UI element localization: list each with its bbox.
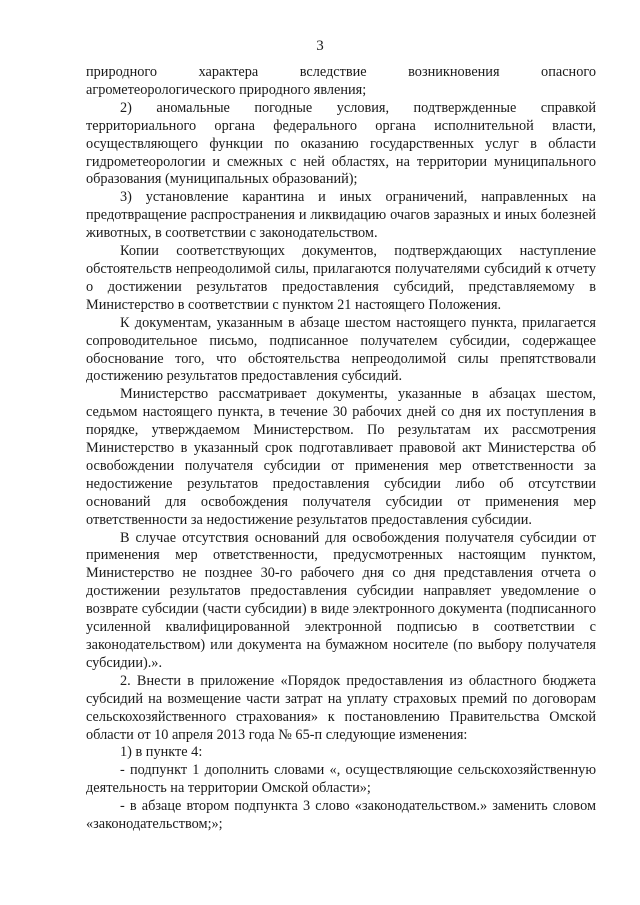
paragraph-subclause-3: - в абзаце втором подпункта 3 слово «законодательством.» заменить словом «законодательством;»; [86,798,596,833]
paragraph-amendment-2: 2. Внести в приложение «Порядок предоставления из областного бюджета субсидий на возмещение части затрат на уплату страховых премий по договорам сельскохозяйственного страхования» к постановлению Правительства Омской области от 10 апреля 2013 года № 65-п следующие изменения: [86,672,596,743]
document-body [86,64,596,834]
paragraph-subclause-1: - подпункт 1 дополнить словами «, осуществляющие сельскохозяйственную деятельность на территории Омской области»; [86,762,596,797]
paragraph-item-2: 2) аномальные погодные условия, подтвержденные справкой территориального органа федерального органа исполнительной власти, осуществляющего функции по оказанию государственных услуг в области гидрометеорологии и смежных с ней областях, на территории муниципального образования (муниципальных образований); [86,99,596,188]
paragraph-continuation: природного характера вследствие возникновения опасного агрометеорологического природного явления; [86,64,596,98]
paragraph-no-grounds: В случае отсутствия оснований для освобождения получателя субсидии от применения мер ответственности, предусмотренных настоящим пунктом, Министерство не позднее 30-го рабочего дня со дня представления отчета о достижении результатов предоставления субсидии направляет уведомление о возврате субсидии (части субсидии) в виде электронного документа (подписанного усиленной квалифицированной электронной подписью в соответствии с законодательством) или документа на бумажном носителе (по выбору получателя субсидии).». [86,529,596,671]
paragraph-ministry-review: Министерство рассматривает документы, указанные в абзацах шестом, седьмом настоящего пункта, в течение 30 рабочих дней со дня их поступления в порядке, утверждаемом Министерством. По результатам их рассмотрения Министерство в указанный срок подготавливает правовой акт Министерства об освобождении получателя субсидии от применения мер ответственности за недостижение результатов предоставления субсидии либо об отсутствии оснований для освобождения получателя субсидии от применения мер ответственности за недостижение результатов предоставления субсидии. [86,386,596,528]
paragraph-clause-4: 1) в пункте 4: [120,744,203,761]
paragraph-copies: Копии соответствующих документов, подтверждающих наступление обстоятельств непреодолимой силы, прилагаются получателями субсидий к отчету о достижении результатов предоставления субсидий, представляемому в Министерство в соответствии с пунктом 21 настоящего Положения. [86,243,596,313]
paragraph-documents: К документам, указанным в абзаце шестом настоящего пункта, прилагается сопроводительное письмо, подписанное получателем субсидии, содержащее обоснование того, что обстоятельства непреодолимой силы препятствовали достижению результатов предоставления субсидий. [86,314,596,385]
page-number: 3 [316,38,324,54]
paragraph-item-3: 3) установление карантина и иных ограничений, направленных на предотвращение распространения и ликвидацию очагов заразных и иных болезней животных, в соответствии с законодательством. [86,189,596,242]
